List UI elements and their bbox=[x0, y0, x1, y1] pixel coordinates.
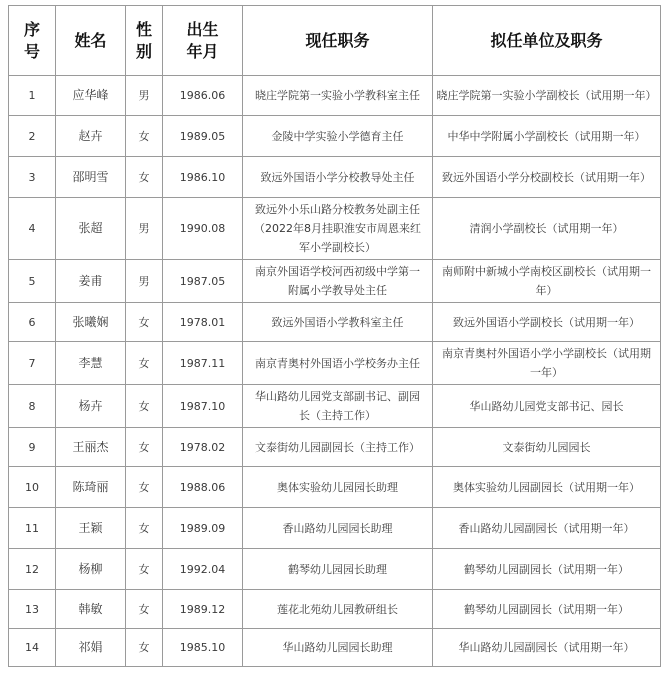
table-row bbox=[9, 342, 661, 385]
cell-current-position: 莲花北苑幼儿园教研组长 bbox=[243, 590, 433, 629]
cell-current-position: 晓庄学院第一实验小学教科室主任 bbox=[243, 76, 433, 116]
header-proposed-position: 拟任单位及职务 bbox=[433, 6, 661, 76]
header-gender: 性 别 bbox=[126, 6, 163, 76]
cell-name: 王颖 bbox=[56, 508, 126, 549]
cell-index: 8 bbox=[9, 385, 56, 428]
cell-proposed-position: 南师附中新城小学南校区副校长（试用期一 年） bbox=[433, 260, 661, 303]
cell-index: 6 bbox=[9, 303, 56, 342]
cell-birth: 1987.11 bbox=[163, 342, 243, 385]
cell-gender: 女 bbox=[126, 467, 163, 508]
cell-proposed-position: 香山路幼儿园副园长（试用期一年） bbox=[433, 508, 661, 549]
table-row bbox=[9, 303, 661, 342]
table-row bbox=[9, 385, 661, 428]
cell-gender: 女 bbox=[126, 549, 163, 590]
cell-name: 杨柳 bbox=[56, 549, 126, 590]
cell-current-position: 南京青奥村外国语小学校务办主任 bbox=[243, 342, 433, 385]
cell-proposed-position: 致远外国语小学副校长（试用期一年） bbox=[433, 303, 661, 342]
cell-gender: 女 bbox=[126, 428, 163, 467]
cell-name: 杨卉 bbox=[56, 385, 126, 428]
cell-current-position: 香山路幼儿园园长助理 bbox=[243, 508, 433, 549]
cell-index: 11 bbox=[9, 508, 56, 549]
table-header-row bbox=[9, 6, 661, 76]
cell-name: 王丽杰 bbox=[56, 428, 126, 467]
cell-gender: 女 bbox=[126, 342, 163, 385]
cell-proposed-position: 清润小学副校长（试用期一年） bbox=[433, 198, 661, 260]
cell-name: 邵明雪 bbox=[56, 157, 126, 198]
cell-birth: 1987.10 bbox=[163, 385, 243, 428]
header-birth: 出生 年月 bbox=[163, 6, 243, 76]
header-index: 序 号 bbox=[9, 6, 56, 76]
cell-birth: 1978.01 bbox=[163, 303, 243, 342]
cell-gender: 女 bbox=[126, 157, 163, 198]
cell-birth: 1978.02 bbox=[163, 428, 243, 467]
cell-name: 李慧 bbox=[56, 342, 126, 385]
cell-birth: 1989.12 bbox=[163, 590, 243, 629]
cell-name: 祁娟 bbox=[56, 629, 126, 667]
cell-proposed-position: 晓庄学院第一实验小学副校长（试用期一年） bbox=[433, 76, 661, 116]
cell-birth: 1986.06 bbox=[163, 76, 243, 116]
cell-index: 12 bbox=[9, 549, 56, 590]
table-row bbox=[9, 590, 661, 629]
cell-birth: 1992.04 bbox=[163, 549, 243, 590]
cell-index: 9 bbox=[9, 428, 56, 467]
cell-index: 10 bbox=[9, 467, 56, 508]
table-row bbox=[9, 467, 661, 508]
cell-index: 14 bbox=[9, 629, 56, 667]
cell-proposed-position: 文泰街幼儿园园长 bbox=[433, 428, 661, 467]
cell-current-position: 鹤琴幼儿园园长助理 bbox=[243, 549, 433, 590]
cell-proposed-position: 鹤琴幼儿园副园长（试用期一年） bbox=[433, 590, 661, 629]
cell-proposed-position: 华山路幼儿园党支部书记、园长 bbox=[433, 385, 661, 428]
cell-proposed-position: 鹤琴幼儿园副园长（试用期一年） bbox=[433, 549, 661, 590]
table-row bbox=[9, 157, 661, 198]
cell-birth: 1985.10 bbox=[163, 629, 243, 667]
table-row bbox=[9, 76, 661, 116]
table-row bbox=[9, 549, 661, 590]
cell-name: 张超 bbox=[56, 198, 126, 260]
cell-birth: 1987.05 bbox=[163, 260, 243, 303]
cell-current-position: 金陵中学实验小学德育主任 bbox=[243, 116, 433, 157]
cell-current-position: 南京外国语学校河西初级中学第一 附属小学教导处主任 bbox=[243, 260, 433, 303]
cell-proposed-position: 南京青奥村外国语小学小学副校长（试用期 一年） bbox=[433, 342, 661, 385]
cell-name: 韩敏 bbox=[56, 590, 126, 629]
cell-index: 7 bbox=[9, 342, 56, 385]
appointment-table bbox=[8, 5, 661, 667]
cell-index: 2 bbox=[9, 116, 56, 157]
cell-gender: 女 bbox=[126, 629, 163, 667]
cell-gender: 女 bbox=[126, 116, 163, 157]
header-current-position: 现任职务 bbox=[243, 6, 433, 76]
cell-proposed-position: 华山路幼儿园副园长（试用期一年） bbox=[433, 629, 661, 667]
table-body bbox=[9, 76, 661, 667]
cell-birth: 1988.06 bbox=[163, 467, 243, 508]
cell-proposed-position: 致远外国语小学分校副校长（试用期一年） bbox=[433, 157, 661, 198]
cell-proposed-position: 中华中学附属小学副校长（试用期一年） bbox=[433, 116, 661, 157]
cell-index: 4 bbox=[9, 198, 56, 260]
cell-current-position: 华山路幼儿园园长助理 bbox=[243, 629, 433, 667]
table-row bbox=[9, 198, 661, 260]
cell-birth: 1990.08 bbox=[163, 198, 243, 260]
cell-current-position: 华山路幼儿园党支部副书记、副园 长（主持工作） bbox=[243, 385, 433, 428]
cell-gender: 男 bbox=[126, 198, 163, 260]
cell-name: 陈琦丽 bbox=[56, 467, 126, 508]
cell-gender: 女 bbox=[126, 303, 163, 342]
table-row bbox=[9, 508, 661, 549]
cell-gender: 女 bbox=[126, 508, 163, 549]
cell-index: 1 bbox=[9, 76, 56, 116]
cell-current-position: 文泰街幼儿园副园长（主持工作） bbox=[243, 428, 433, 467]
cell-index: 3 bbox=[9, 157, 56, 198]
cell-current-position: 致远外国语小学教科室主任 bbox=[243, 303, 433, 342]
cell-index: 5 bbox=[9, 260, 56, 303]
cell-name: 赵卉 bbox=[56, 116, 126, 157]
cell-birth: 1989.09 bbox=[163, 508, 243, 549]
cell-index: 13 bbox=[9, 590, 56, 629]
cell-gender: 男 bbox=[126, 76, 163, 116]
cell-proposed-position: 奥体实验幼儿园副园长（试用期一年） bbox=[433, 467, 661, 508]
cell-current-position: 奥体实验幼儿园园长助理 bbox=[243, 467, 433, 508]
table-row bbox=[9, 629, 661, 667]
table-row bbox=[9, 116, 661, 157]
cell-gender: 女 bbox=[126, 385, 163, 428]
cell-gender: 女 bbox=[126, 590, 163, 629]
table-row bbox=[9, 260, 661, 303]
cell-current-position: 致远外小乐山路分校教务处副主任 （2022年8月挂职淮安市周恩来红 军小学副校长） bbox=[243, 198, 433, 260]
cell-birth: 1986.10 bbox=[163, 157, 243, 198]
table-row bbox=[9, 428, 661, 467]
cell-name: 张曦娴 bbox=[56, 303, 126, 342]
cell-name: 姜甫 bbox=[56, 260, 126, 303]
cell-birth: 1989.05 bbox=[163, 116, 243, 157]
cell-name: 应华峰 bbox=[56, 76, 126, 116]
cell-current-position: 致远外国语小学分校教导处主任 bbox=[243, 157, 433, 198]
header-name: 姓名 bbox=[56, 6, 126, 76]
cell-gender: 男 bbox=[126, 260, 163, 303]
